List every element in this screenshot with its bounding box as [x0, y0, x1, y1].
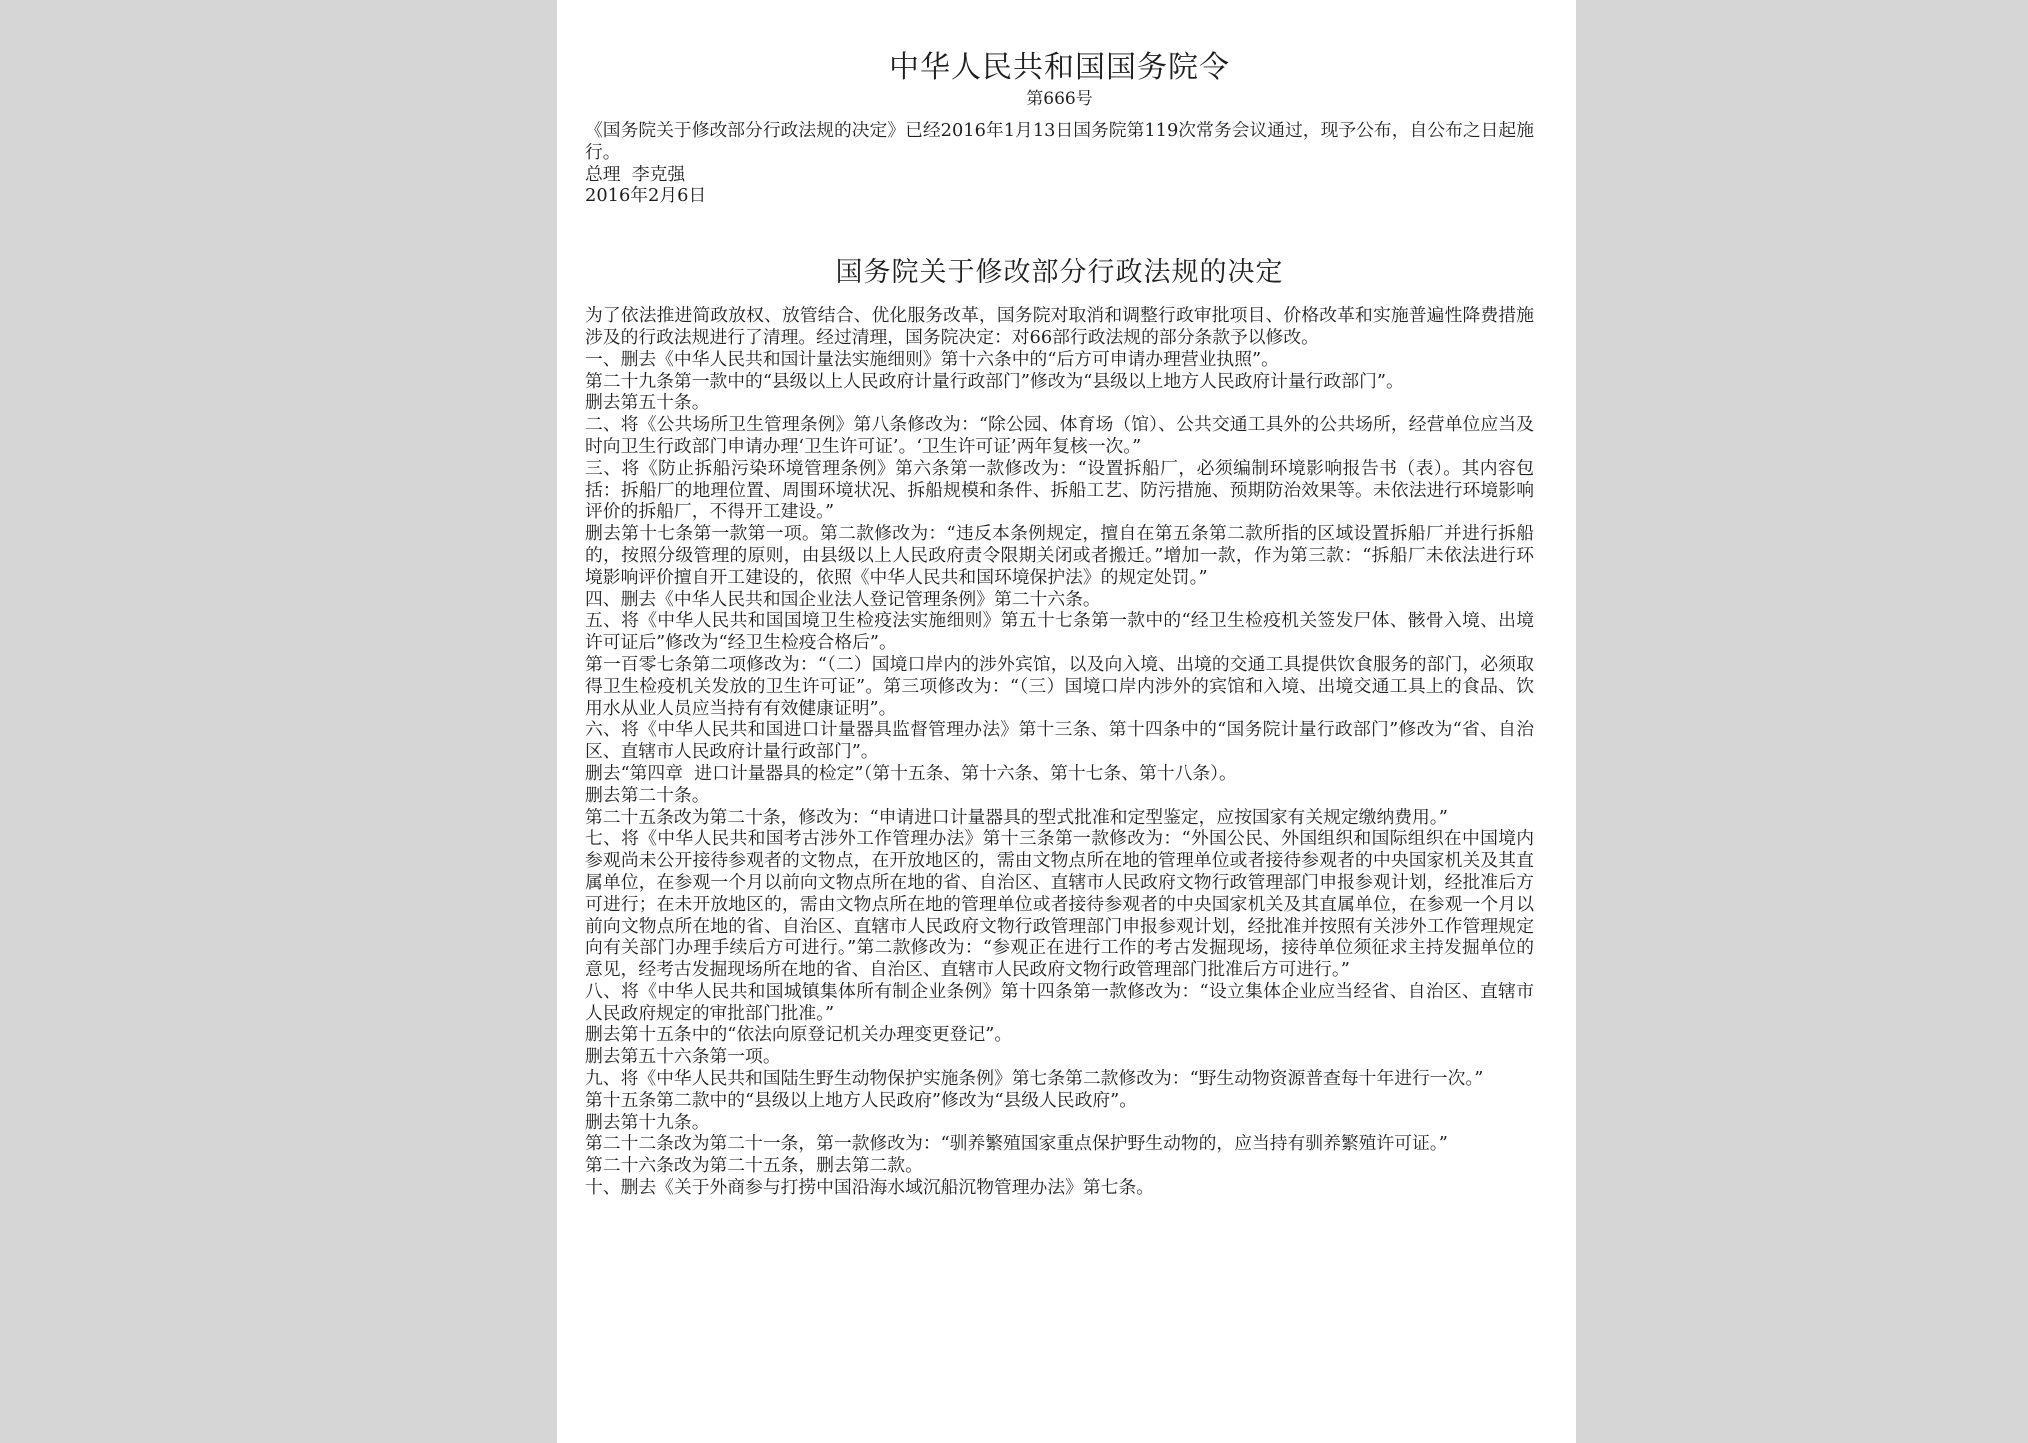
document-page [557, 0, 1576, 1443]
paragraph: 第二十二条改为第二十一条，第一款修改为：“驯养繁殖国家重点保护野生动物的，应当持有驯养繁殖许可证。” [585, 1133, 1448, 1155]
paragraph: 第十五条第二款中的“县级以上地方人民政府”修改为“县级人民政府”。 [585, 1089, 1138, 1111]
paragraph: 删去第十七条第一款第一项。第二款修改为：“违反本条例规定，擅自在第五条第二款所指的区域设置拆船厂并进行拆船的，按照分级管理的原则，由县级以上人民政府责令限期关闭或者搬迁。”增加一款，作为第三款：“拆船厂未依法进行环境影响评价擅自开工建设的，依照《中华人民共和国环境保护法》的规定处罚。” [585, 523, 1534, 588]
paragraph: 删去第五十条。 [585, 392, 710, 414]
paragraph: 删去第十五条中的“依法向原登记机关办理变更登记”。 [585, 1024, 1013, 1046]
order-title: 中华人民共和国国务院令 [889, 50, 1230, 85]
preamble-date: 2016年2月6日 [585, 185, 707, 207]
paragraph: 八、将《中华人民共和国城镇集体所有制企业条例》第十四条第一款修改为：“设立集体企业应当经省、自治区、直辖市人民政府规定的审批部门批准。” [585, 980, 1534, 1024]
preamble [585, 120, 1534, 207]
paragraph: 三、将《防止拆船污染环境管理条例》第六条第一款修改为：“设置拆船厂，必须编制环境影响报告书（表）。其内容包括：拆船厂的地理位置、周围环境状况、拆船规模和条件、拆船工艺、防污措施、预期防治效果等。未依法进行环境影响评价的拆船厂，不得开工建设。” [585, 457, 1534, 523]
decision-title: 国务院关于修改部分行政法规的决定 [835, 257, 1284, 289]
paragraph: 删去第二十条。 [585, 784, 710, 806]
paragraph: 第一百零七条第二项修改为：“（二）国境口岸内的涉外宾馆，以及向入境、出境的交通工具提供饮食服务的部门，必须取得卫生检疫机关发放的卫生许可证”。第三项修改为：“（三）国境口岸内涉外的宾馆和入境、出境交通工具上的食品、饮用水从业人员应当持有有效健康证明”。 [585, 653, 1534, 719]
paragraph: 第二十九条第一款中的“县级以上人民政府计量行政部门”修改为“县级以上地方人民政府计量行政部门”。 [585, 370, 1404, 392]
paragraph: 九、将《中华人民共和国陆生野生动物保护实施条例》第七条第二款修改为：“野生动物资源普查每十年进行一次。” [585, 1068, 1484, 1090]
preamble-announcement: 《国务院关于修改部分行政法规的决定》已经2016年1月13日国务院第119次常务会议通过，现予公布，自公布之日起施行。 [585, 120, 1534, 163]
paragraph: 删去第十九条。 [585, 1111, 710, 1133]
paragraph: 第二十六条改为第二十五条，删去第二款。 [585, 1155, 923, 1177]
paragraph: 四、删去《中华人民共和国企业法人登记管理条例》第二十六条。 [585, 588, 1101, 610]
paragraph: 删去“第四章 进口计量器具的检定”（第十五条、第十六条、第十七条、第十八条）。 [585, 762, 1237, 784]
paragraph: 为了依法推进简政放权、放管结合、优化服务改革，国务院对取消和调整行政审批项目、价格改革和实施普遍性降费措施涉及的行政法规进行了清理。经过清理，国务院决定：对66部行政法规的部分条款予以修改。 [585, 305, 1534, 348]
decision-body [585, 305, 1534, 1199]
paragraph: 二、将《公共场所卫生管理条例》第八条修改为：“除公园、体育场（馆）、公共交通工具外的公共场所，经营单位应当及时向卫生行政部门申请办理‘卫生许可证’。‘卫生许可证’两年复核一次。” [585, 414, 1534, 457]
paragraph: 十、删去《关于外商参与打捞中国沿海水域沉船沉物管理办法》第七条。 [585, 1177, 1155, 1199]
paragraph: 一、删去《中华人民共和国计量法实施细则》第十六条中的“后方可申请办理营业执照”。 [585, 348, 1279, 370]
preamble-signatory: 总理 李克强 [585, 163, 686, 185]
paragraph: 删去第五十六条第一项。 [585, 1046, 781, 1068]
paragraph: 第二十五条改为第二十条，修改为：“申请进口计量器具的型式批准和定型鉴定，应按国家有关规定缴纳费用。” [585, 806, 1448, 828]
paragraph: 五、将《中华人民共和国国境卫生检疫法实施细则》第五十七条第一款中的“经卫生检疫机关签发尸体、骸骨入境、出境许可证后”修改为“经卫生检疫合格后”。 [585, 610, 1534, 654]
paragraph: 六、将《中华人民共和国进口计量器具监督管理办法》第十三条、第十四条中的“国务院计量行政部门”修改为“省、自治区、直辖市人民政府计量行政部门”。 [585, 719, 1534, 763]
order-number: 第666号 [1026, 89, 1093, 109]
paragraph: 七、将《中华人民共和国考古涉外工作管理办法》第十三条第一款修改为：“外国公民、外国组织和国际组织在中国境内参观尚未公开接待参观者的文物点，在开放地区的，需由文物点所在地的管理单位或者接待参观者的中央国家机关及其直属单位，在参观一个月以前向文物点所在地的省、自治区、直辖市人民政府文物行政管理部门申报参观计划，经批准后方可进行；在未开放地区的，需由文物点所在地的管理单位或者接待参观者的中央国家机关及其直属单位，在参观一个月以前向文物点所在地的省、自治区、直辖市人民政府文物行政管理部门申报参观计划，经批准并按照有关涉外工作管理规定向有关部门办理手续后方可进行。”第二款修改为：“参观正在进行工作的考古发掘现场，接待单位须征求主持发掘单位的意见，经考古发掘现场所在地的省、自治区、直辖市人民政府文物行政管理部门批准后方可进行。” [585, 828, 1534, 981]
